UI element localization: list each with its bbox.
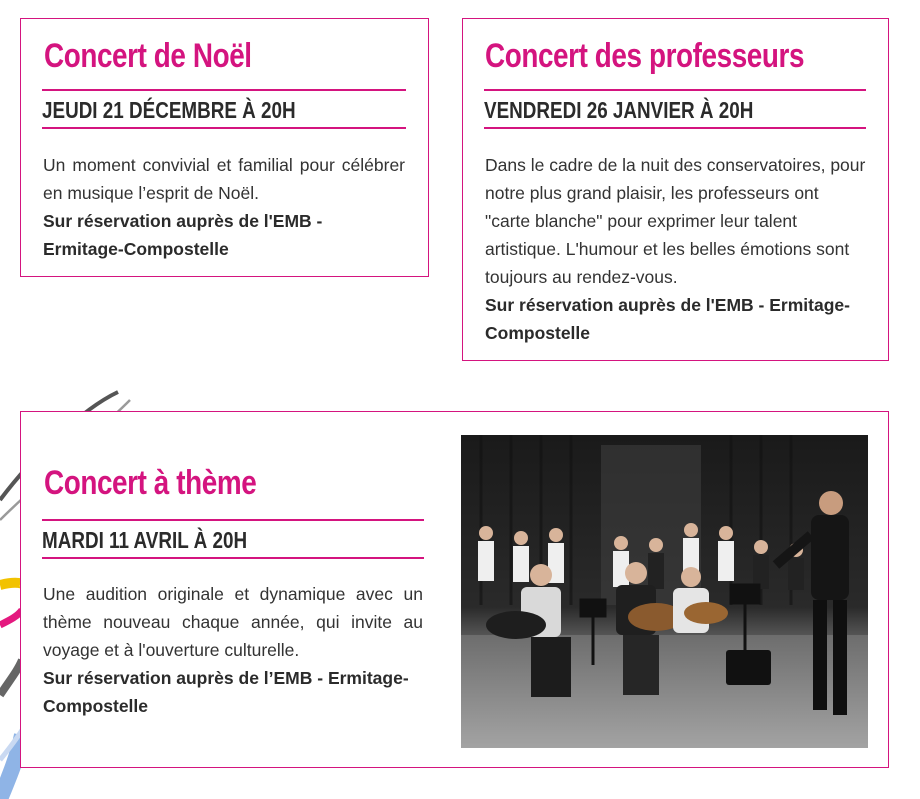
event-description: Dans le cadre de la nuit des conservatoires, pour notre plus grand plaisir, les professeurs ont "carte blanche" pour exprimer leur talent artistique. L'humour et les belles émotions sont toujours au rendez-vous. <box>485 155 866 287</box>
event-description: Un moment convivial et familial pour célébrer en musique l’esprit de Noël. <box>43 155 405 203</box>
event-reservation: Sur réservation auprès de l'EMB - Ermitage-Compostelle <box>43 211 323 259</box>
event-date-bar <box>42 89 406 129</box>
event-description-block <box>43 580 423 720</box>
event-title: Concert des professeurs <box>485 37 805 75</box>
concert-photo <box>461 435 868 748</box>
event-description-block <box>485 151 867 347</box>
event-title: Concert de Noël <box>44 37 252 75</box>
event-description-block <box>43 151 405 263</box>
event-card-concert-noel <box>20 18 429 277</box>
event-date: VENDREDI 26 JANVIER À 20H <box>484 97 754 123</box>
event-reservation: Sur réservation auprès de l'EMB - Ermitage-Compostelle <box>485 295 850 343</box>
event-date-bar <box>484 89 866 129</box>
event-card-concert-professeurs <box>462 18 889 361</box>
event-card-concert-theme <box>20 411 889 768</box>
event-date: MARDI 11 AVRIL À 20H <box>42 527 248 553</box>
event-description: Une audition originale et dynamique avec un thème nouveau chaque année, qui invite au voyage et à l'ouverture culturelle. <box>43 584 423 660</box>
event-date-bar <box>42 519 424 559</box>
event-date: JEUDI 21 DÉCEMBRE À 20H <box>42 97 296 123</box>
event-reservation: Sur réservation auprès de l’EMB - Ermitage-Compostelle <box>43 668 409 716</box>
event-title: Concert à thème <box>44 464 257 502</box>
